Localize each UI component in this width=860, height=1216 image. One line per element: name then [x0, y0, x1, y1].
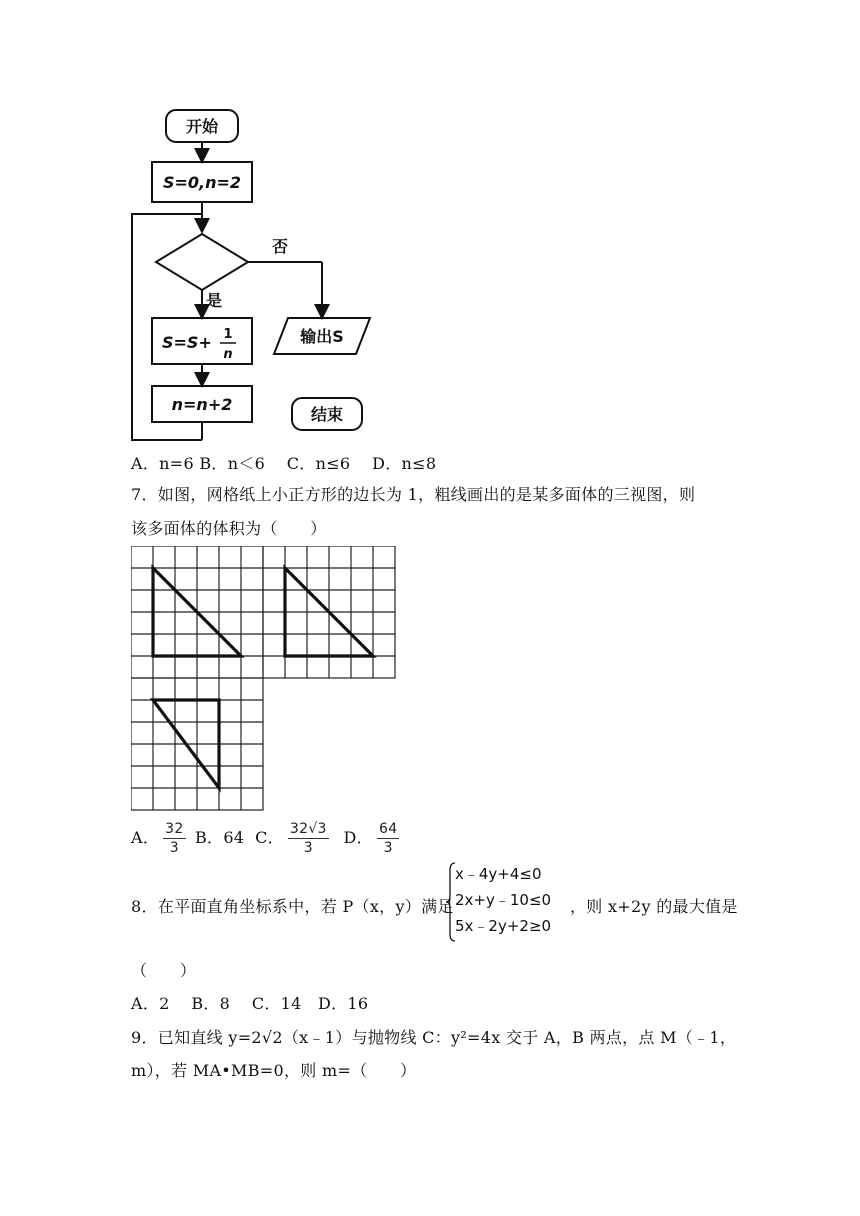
sum-frac-num: 1	[223, 327, 233, 342]
q7-option-d-label: D．	[343, 828, 373, 847]
yes-label: 是	[206, 291, 223, 310]
q7-option-c-label: C．	[255, 828, 284, 847]
constraint-system	[455, 861, 551, 939]
q7-option-d-den: 3	[383, 840, 393, 856]
q6-options: A．n=6 B．n＜6 C．n≤6 D．n≤8	[131, 454, 437, 473]
q7-option-c-num: 32√3	[289, 821, 327, 837]
no-label: 否	[272, 237, 289, 256]
q8-options: A．2 B．8 C．14 D．16	[131, 994, 369, 1013]
init-label: S=0,n=2	[162, 173, 242, 192]
q7-stem-line1: 7．如图，网格纸上小正方形的边长为 1，粗线画出的是某多面体的三视图，则	[131, 485, 696, 504]
start-label: 开始	[185, 117, 219, 136]
decision-diamond	[156, 234, 248, 290]
q7-option-c-fraction	[288, 820, 329, 857]
constraint-3: 5x﹣2y+2≥0	[455, 917, 552, 935]
q7-option-a-num: 32	[165, 821, 184, 837]
constraint-2: 2x+y﹣10≤0	[455, 891, 552, 909]
q7-stem-line2: 该多面体的体积为（ ）	[131, 519, 327, 538]
q7-option-a-label: A．	[131, 828, 160, 847]
q7-option-d-fraction	[377, 820, 399, 857]
constraint-1: x﹣4y+4≤0	[455, 865, 542, 883]
q9-stem-line1: 9．已知直线 y=2√2（x﹣1）与抛物线 C：y²=4x 交于 A，B 两点，点 M（﹣1，	[131, 1028, 737, 1047]
sum-frac-den: n	[223, 347, 233, 362]
q7-options	[131, 820, 403, 857]
q7-option-c-den: 3	[303, 840, 313, 856]
sum-label: S=S+	[162, 333, 212, 352]
increment-label: n=n+2	[171, 395, 233, 414]
q7-option-d-num: 64	[378, 821, 398, 837]
q7-option-a-fraction	[163, 820, 185, 857]
q8-paren: （ ）	[131, 961, 197, 980]
q7-option-b: B．64	[194, 828, 245, 847]
q8-stem-right: ，则 x+2y 的最大值是	[570, 897, 738, 916]
flowchart	[128, 100, 388, 445]
end-label: 结束	[310, 405, 344, 424]
output-label: 输出S	[300, 327, 344, 346]
three-view-grid	[131, 546, 397, 812]
q9-stem-line2: m），若 MA•MB=0，则 m=（ ）	[131, 1061, 417, 1080]
q7-option-a-den: 3	[169, 840, 179, 856]
q8-stem-left: 8．在平面直角坐标系中，若 P（x，y）满足	[131, 897, 454, 916]
